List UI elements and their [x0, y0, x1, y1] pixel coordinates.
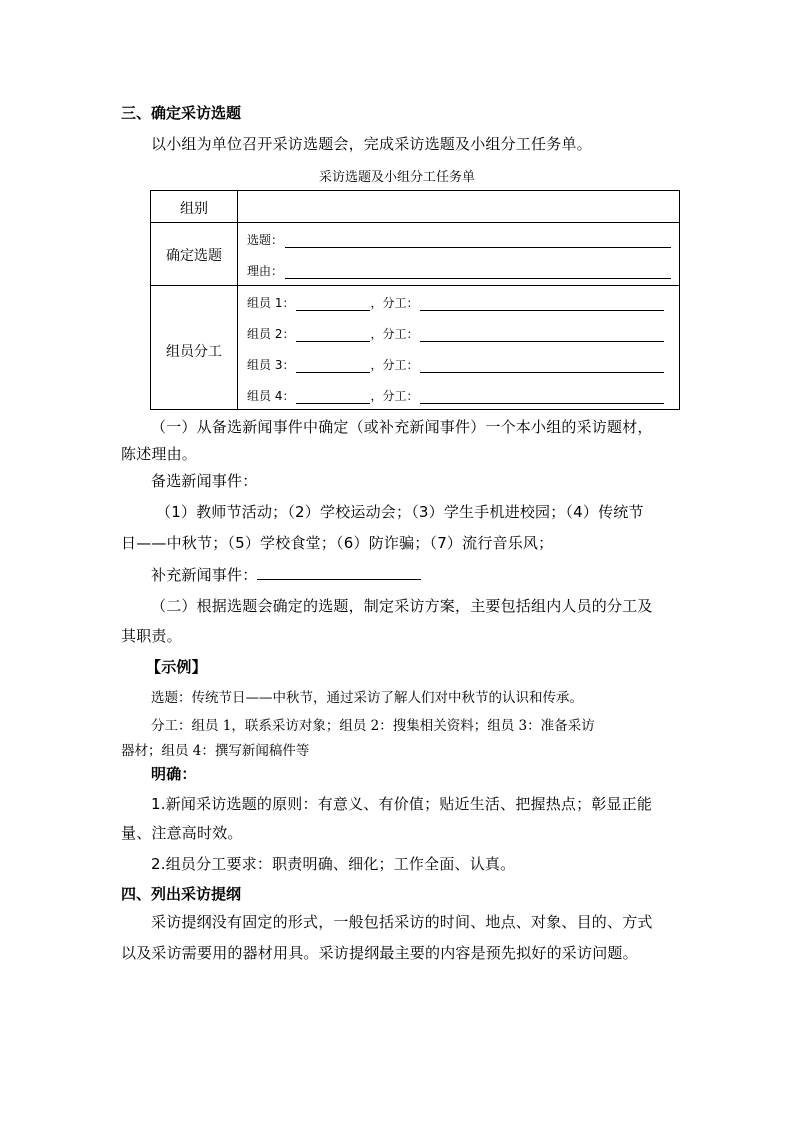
- member-name-blank[interactable]: [296, 299, 370, 311]
- events-line-2: 日——中秋节；（5）学校食堂；（6）防诈骗；（7）流行音乐风；: [121, 534, 554, 552]
- member-task-blank[interactable]: [420, 361, 664, 373]
- members-label: 组员分工: [166, 344, 222, 360]
- example-topic: 选题：传统节日——中秋节，通过采访了解人们对中秋节的认识和传承。: [151, 690, 583, 706]
- member-task-label: ，分工：: [370, 327, 419, 341]
- topic-field-label: 选题：: [247, 233, 284, 247]
- example-division-line-2: 器材；组员 4：撰写新闻稿件等: [121, 743, 310, 759]
- reason-blank[interactable]: [285, 267, 671, 279]
- member-task-blank[interactable]: [420, 299, 664, 311]
- member-row: [247, 387, 664, 404]
- clarify-point-1-line-2: 量、注意高时效。: [121, 824, 243, 842]
- topic-blank[interactable]: [285, 236, 671, 248]
- member-name-label: 组员 3：: [247, 358, 295, 372]
- member-name-label: 组员 4：: [247, 389, 295, 403]
- section-3-intro: 以小组为单位召开采访选题会，完成采访选题及小组分工任务单。: [151, 135, 592, 153]
- example-label: 【示例】: [146, 658, 207, 676]
- part-2-line-2: 其职责。: [121, 627, 182, 645]
- supplement-blank[interactable]: [257, 567, 421, 580]
- member-row: [247, 356, 664, 373]
- example-division-line-1: 分工：组员 1，联系采访对象；组员 2：搜集相关资料；组员 3：准备采访: [151, 718, 595, 734]
- topic-label: 确定选题: [166, 248, 222, 264]
- supplement-row: [151, 564, 421, 585]
- section-4-line-1: 采访提纲没有固定的形式，一般包括采访的时间、地点、对象、目的、方式: [151, 913, 653, 931]
- section-3-heading: 三、确定采访选题: [121, 104, 242, 122]
- section-4-line-2: 以及采访需要用的器材用具。采访提纲最主要的内容是预先拟好的采访问题。: [121, 944, 638, 962]
- alt-events-label: 备选新闻事件：: [151, 472, 258, 490]
- table-row-divider: [151, 222, 679, 223]
- member-name-blank[interactable]: [296, 361, 370, 373]
- member-task-label: ，分工：: [370, 296, 419, 310]
- member-task-label: ，分工：: [370, 358, 419, 372]
- clarify-point-2: 2.组员分工要求：职责明确、细化；工作全面、认真。: [151, 855, 516, 873]
- group-label: 组别: [180, 201, 208, 217]
- member-row: [247, 325, 664, 342]
- topic-row: [247, 231, 671, 248]
- part-2-line-1: （二）根据选题会确定的选题，制定采访方案，主要包括组内人员的分工及: [151, 597, 653, 615]
- part-1-line-1: （一）从备选新闻事件中确定（或补充新闻事件）一个本小组的采访题材，: [151, 418, 653, 436]
- member-task-label: ，分工：: [370, 389, 419, 403]
- table-column-divider: [237, 191, 238, 409]
- table-row-divider: [151, 285, 679, 286]
- clarify-label: 明确：: [151, 765, 197, 783]
- member-task-blank[interactable]: [420, 392, 664, 404]
- task-table: [150, 190, 680, 410]
- events-line-1: （1）教师节活动；（2）学校运动会；（3）学生手机进校园；（4）传统节: [156, 503, 644, 521]
- member-row: [247, 294, 664, 311]
- member-name-label: 组员 2：: [247, 327, 295, 341]
- section-4-heading: 四、列出采访提纲: [121, 885, 242, 903]
- member-name-blank[interactable]: [296, 392, 370, 404]
- part-1-line-2: 陈述理由。: [121, 445, 198, 463]
- member-task-blank[interactable]: [420, 330, 664, 342]
- member-name-label: 组员 1：: [247, 296, 295, 310]
- reason-row: [247, 262, 671, 279]
- clarify-point-1-line-1: 1.新闻采访选题的原则：有意义、有价值；贴近生活、把握热点；彰显正能: [151, 795, 653, 813]
- table-caption: 采访选题及小组分工任务单: [318, 170, 475, 185]
- supplement-label: 补充新闻事件：: [151, 566, 258, 584]
- reason-field-label: 理由：: [247, 264, 284, 278]
- member-name-blank[interactable]: [296, 330, 370, 342]
